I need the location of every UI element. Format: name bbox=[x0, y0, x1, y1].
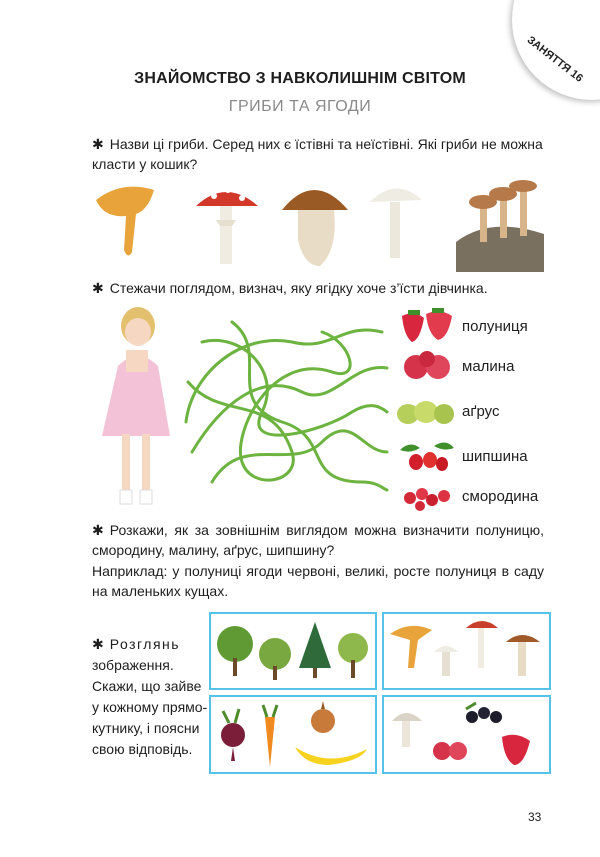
fir-tree-icon bbox=[299, 622, 331, 678]
white-mushroom-icon bbox=[370, 188, 422, 258]
onion-icon bbox=[311, 701, 335, 733]
carrot-icon bbox=[263, 705, 277, 767]
bullet-icon: ✱ bbox=[92, 636, 104, 652]
porcini-mushroom-icon bbox=[282, 190, 348, 266]
page-title: ЗНАЙОМСТВО З НАВКОЛИШНІМ СВІТОМ bbox=[134, 70, 466, 87]
box-trees bbox=[209, 612, 377, 690]
honey-fungus-cluster-icon bbox=[456, 180, 544, 272]
berries-group-icon bbox=[384, 697, 549, 772]
berry-label-raspberry: малина bbox=[462, 358, 515, 375]
task4-line: Скажи, що зайве bbox=[92, 678, 202, 694]
fly-agaric-mushroom-icon bbox=[196, 187, 258, 264]
task3-paragraph bbox=[92, 520, 544, 560]
girl-illustration bbox=[96, 306, 174, 510]
red-currant-icon bbox=[400, 482, 456, 512]
gooseberry-icon bbox=[394, 396, 456, 430]
task4-line: зображення. bbox=[92, 657, 174, 673]
task3-example: Наприклад: у полуниці ягоди червоні, великі, росте полуниця в саду на маленьких кущах. bbox=[92, 563, 544, 599]
strawberry-icon bbox=[396, 306, 458, 346]
lesson-tab-label: ЗАНЯТТЯ 16 bbox=[524, 34, 585, 85]
chanterelle-mushroom-icon bbox=[96, 187, 154, 256]
strawberry-icon bbox=[502, 735, 530, 765]
bullet-icon: ✱ bbox=[92, 280, 104, 296]
berry-label-gooseberry: аґрус bbox=[462, 403, 500, 420]
task4-paragraph bbox=[92, 634, 208, 760]
bullet-icon: ✱ bbox=[92, 136, 104, 152]
task4-line: у кожному прямо- bbox=[92, 699, 208, 715]
deciduous-tree-icon bbox=[259, 638, 291, 680]
berry-label-red-currant: смородина bbox=[462, 488, 539, 505]
task4-line: Розглянь bbox=[109, 636, 181, 652]
raspberry-icon bbox=[400, 349, 456, 383]
berry-label-rosehip: шипшина bbox=[462, 448, 528, 465]
page-subtitle: ГРИБИ ТА ЯГОДИ bbox=[228, 98, 372, 115]
mushrooms-illustration bbox=[92, 180, 544, 272]
blackcurrant-icon bbox=[466, 703, 502, 723]
white-mushroom-icon bbox=[392, 713, 422, 747]
bullet-icon: ✱ bbox=[92, 522, 104, 538]
box-berries bbox=[382, 695, 551, 774]
fly-agaric-mushroom-icon bbox=[466, 621, 498, 668]
maze-lines bbox=[182, 312, 392, 498]
task1-paragraph bbox=[92, 134, 544, 174]
porcini-mushroom-icon bbox=[506, 635, 540, 676]
task4-line: свою відповідь. bbox=[92, 741, 193, 757]
banana-icon bbox=[295, 747, 367, 765]
deciduous-tree-icon bbox=[338, 633, 368, 678]
vegetables-group-icon bbox=[211, 697, 375, 772]
beet-icon bbox=[221, 709, 245, 761]
trees-group-icon bbox=[211, 614, 375, 688]
task3-text: Розкажи, як за зовнішнім виглядом можна визначити полуницю, смородину, малину, аґрус, шипшину? bbox=[92, 522, 544, 558]
deciduous-tree-icon bbox=[217, 626, 253, 676]
white-mushroom-icon bbox=[434, 646, 458, 676]
task4-line: кутнику, і поясни bbox=[92, 720, 200, 736]
box-vegetables bbox=[209, 695, 377, 774]
task2-paragraph bbox=[92, 278, 544, 298]
chanterelle-mushroom-icon bbox=[390, 626, 432, 668]
task2-text: Стежачи поглядом, визнач, яку ягідку хоче з’їсти дівчинка. bbox=[109, 280, 488, 296]
mushrooms-group-icon bbox=[384, 614, 549, 688]
box-mushrooms bbox=[382, 612, 551, 690]
task1-text: Назви ці гриби. Серед них є їстівні та неїстівні. Які гриби не можна класти у кошик? bbox=[92, 136, 543, 172]
raspberry-icon bbox=[433, 742, 467, 760]
rosehip-icon bbox=[396, 438, 458, 474]
berry-label-strawberry: полуниця bbox=[462, 318, 528, 335]
page-number: 33 bbox=[528, 810, 542, 824]
